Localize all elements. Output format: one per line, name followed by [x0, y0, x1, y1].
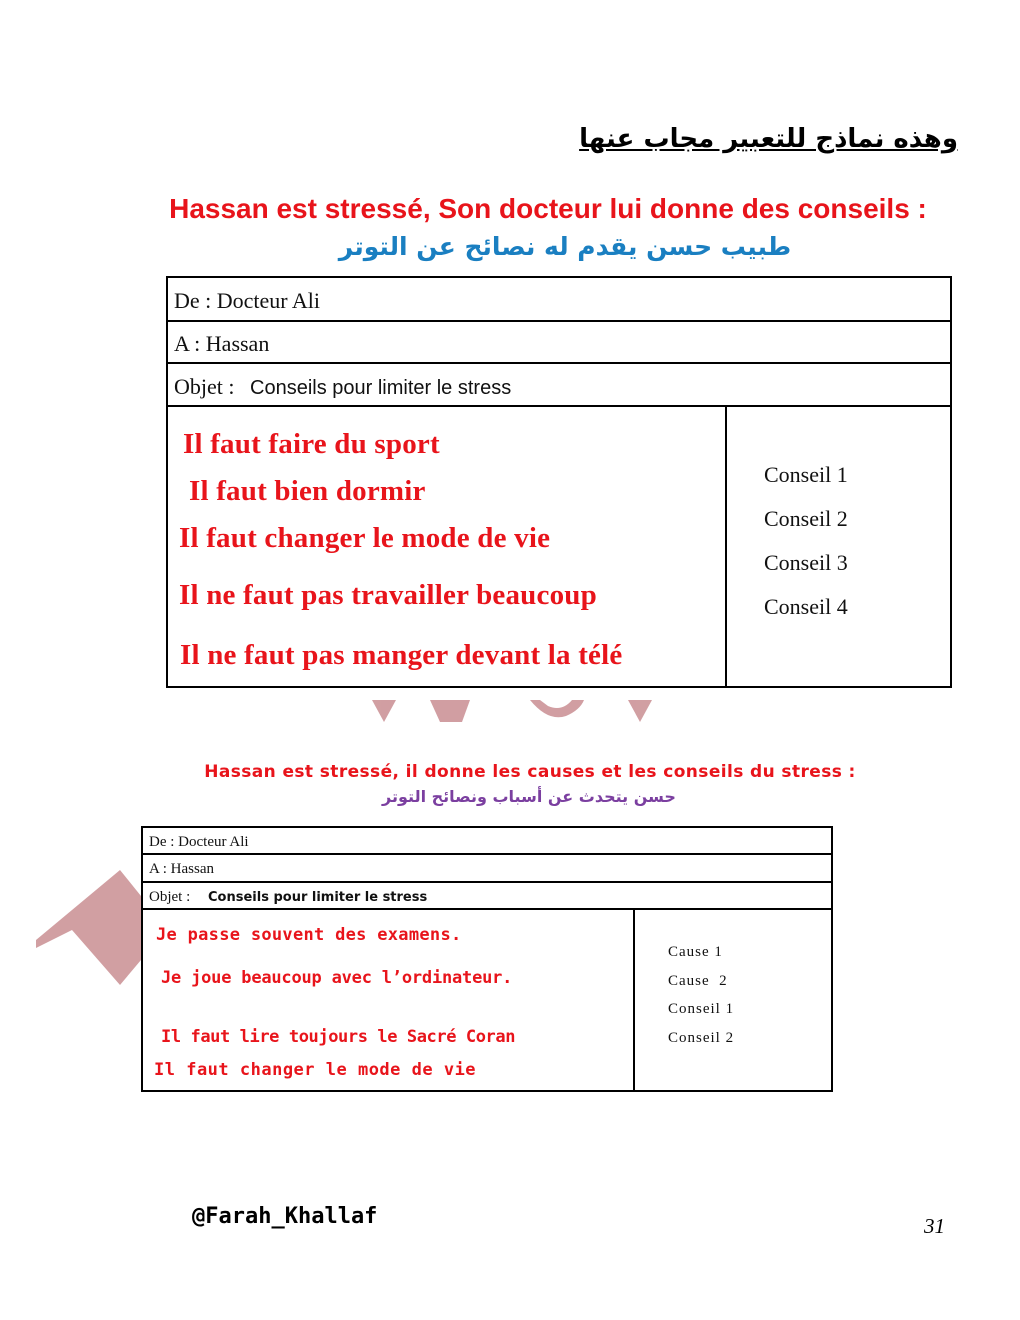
advice-line: Il ne faut pas manger devant la télé [180, 639, 623, 671]
letter-table-1 [166, 276, 952, 688]
to-row: A : Hassan [143, 855, 831, 883]
advice-line: Il faut changer le mode de vie [179, 522, 551, 554]
object-label: Objet : [149, 889, 191, 905]
advice-line: Il faut bien dormir [189, 475, 426, 507]
cause-advice-line: Je joue beaucoup avec l’ordinateur. [161, 968, 513, 988]
object-label: Objet : [174, 374, 235, 399]
object-row [143, 883, 831, 910]
conseil-label: Conseil 1 [764, 462, 848, 487]
cause-advice-line: Il faut lire toujours le Sacré Coran [161, 1027, 516, 1047]
author-signature: @Farah_Khallaf [192, 1204, 378, 1229]
watermark-big-glyph [36, 870, 141, 985]
conseil-label: Conseil 1 [668, 1001, 735, 1017]
arabic-page-title: وهذه نماذج للتعبير مجاب عنها [579, 124, 958, 154]
section2-title-ar: حسن يتحدث عن أسباب ونصائح التوتر [382, 787, 676, 806]
section1-title-ar: طبيب حسن يقدم له نصائح عن التوتر [338, 232, 792, 261]
conseil-label: Conseil 2 [668, 1030, 735, 1046]
object-row [168, 364, 950, 407]
cause-advice-line: Il faut changer le mode de vie [154, 1060, 477, 1080]
conseil-label: Conseil 2 [764, 506, 848, 531]
object-value: Conseils pour limiter le stress [250, 377, 512, 399]
to-row: A : Hassan [168, 322, 950, 364]
column-divider [633, 910, 635, 1090]
advice-line: Il ne faut pas travailler beaucoup [179, 579, 597, 611]
letter-table-2 [141, 826, 833, 1092]
cause-label: Cause 2 [668, 973, 728, 989]
column-divider [725, 407, 727, 686]
conseil-label: Conseil 4 [764, 594, 848, 619]
cause-label: Cause 1 [668, 944, 723, 960]
section1-title-fr: Hassan est stressé, Son docteur lui donne des conseils : [169, 193, 927, 224]
from-row: De : Docteur Ali [143, 828, 831, 855]
section2-title-fr: Hassan est stressé, il donne les causes et les conseils du stress : [204, 762, 856, 782]
watermark-stroke-left [372, 700, 396, 722]
watermark-stroke-right [628, 700, 652, 722]
from-row: De : Docteur Ali [168, 278, 950, 322]
advice-line: Il faut faire du sport [183, 428, 440, 460]
object-value: Conseils pour limiter le stress [208, 890, 428, 905]
watermark-stroke-mid [430, 700, 470, 722]
watermark-bowl [530, 700, 584, 717]
page-number: 31 [924, 1214, 945, 1238]
cause-advice-line: Je passe souvent des examens. [156, 925, 462, 945]
conseil-label: Conseil 3 [764, 550, 848, 575]
